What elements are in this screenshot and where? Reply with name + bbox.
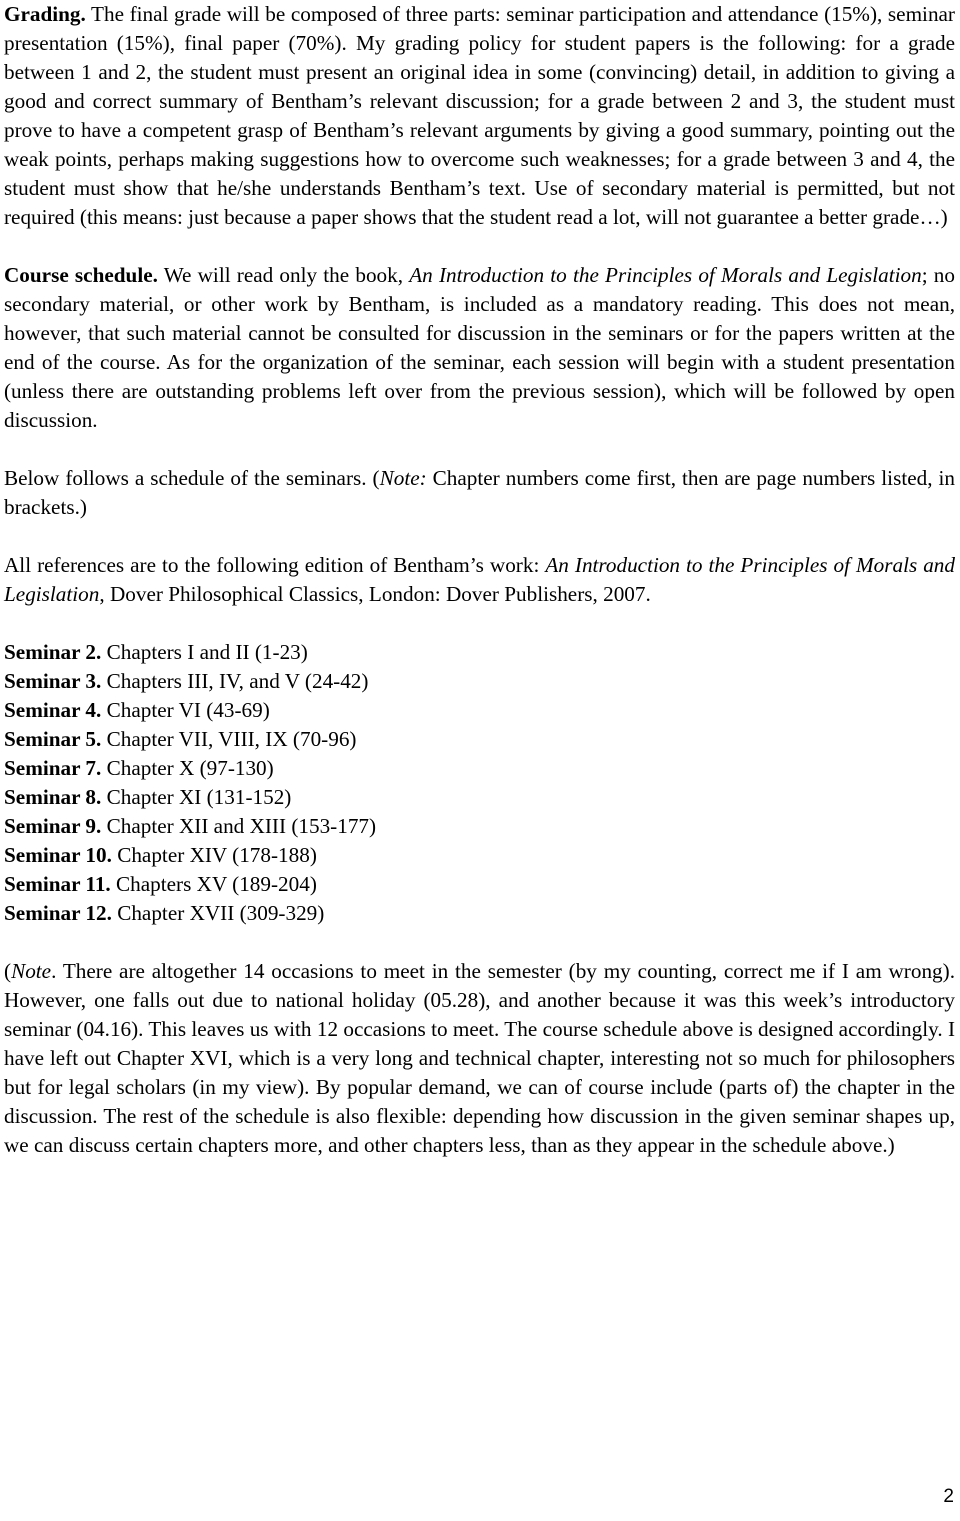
- seminar-label: Seminar 8.: [4, 785, 102, 809]
- schedule-note-after: Chapter numbers come first, then are page numbers listed, in brackets.): [4, 466, 955, 519]
- course-schedule-heading: Course schedule.: [4, 263, 158, 287]
- seminar-label: Seminar 7.: [4, 756, 102, 780]
- schedule-item: [4, 725, 955, 754]
- seminar-chapters: Chapter VII, VIII, IX (70-96): [101, 727, 357, 751]
- seminar-label: Seminar 3.: [4, 669, 102, 693]
- book-title: An Introduction to the Principles of Morals and Legislation: [409, 263, 922, 287]
- seminar-label: Seminar 9.: [4, 814, 102, 838]
- references-paragraph: [4, 551, 955, 609]
- seminar-chapters: Chapters III, IV, and V (24-42): [101, 669, 369, 693]
- seminar-chapters: Chapter XIV (178-188): [111, 843, 317, 867]
- seminar-chapters: Chapter VI (43-69): [101, 698, 270, 722]
- page-number: 2: [943, 1486, 954, 1507]
- document-page: [4, 0, 955, 1160]
- schedule-item: [4, 841, 955, 870]
- schedule-note-before: Below follows a schedule of the seminars. (: [4, 466, 380, 490]
- schedule-item: [4, 783, 955, 812]
- seminar-chapters: Chapters I and II (1-23): [101, 640, 308, 664]
- seminar-chapters: Chapters XV (189-204): [110, 872, 317, 896]
- references-title: An Introduction to the Principles of Morals and Legislation: [4, 553, 955, 606]
- schedule-item: [4, 638, 955, 667]
- grading-paragraph: [4, 0, 955, 232]
- schedule-item: [4, 812, 955, 841]
- closing-note-text: . There are altogether 14 occasions to meet in the semester (by my counting, correct me if I am wrong). However, one falls out due to national holiday (05.28), and another because it was this week’s introductory seminar (04.16). This leaves us with 12 occasions to meet. The course schedule above is designed accordingly. I have left out Chapter XVI, which is a very long and technical chapter, interesting not so much for philosophers but for legal scholars (in my view). By popular demand, we can of course include (parts of) the chapter in the discussion. The rest of the schedule is also flexible: depending how discussion in the given seminar shapes up, we can discuss certain chapters more, and other chapters less, than as they appear in the schedule above.): [4, 959, 955, 1157]
- schedule-item: [4, 696, 955, 725]
- course-schedule-paragraph: [4, 261, 955, 435]
- closing-note-word: Note: [11, 959, 52, 983]
- course-schedule-text: ; no secondary material, or other work by Bentham, is included as a mandatory reading. This does not mean, however, that such material cannot be consulted for discussion in the seminars or for the papers written at the end of the course. As for the organization of the seminar, each session will begin with a student presentation (unless there are outstanding problems left over from the previous session), which will be followed by open discussion.: [4, 263, 955, 432]
- closing-note-paragraph: [4, 957, 955, 1160]
- seminar-chapters: Chapter X (97-130): [101, 756, 274, 780]
- seminar-chapters: Chapter XI (131-152): [101, 785, 292, 809]
- course-schedule-intro: We will read only the book,: [157, 263, 410, 287]
- seminar-chapters: Chapter XVII (309-329): [111, 901, 325, 925]
- seminar-label: Seminar 12.: [4, 901, 112, 925]
- references-after: , Dover Philosophical Classics, London: Dover Publishers, 2007.: [99, 582, 651, 606]
- grading-text: The final grade will be composed of three parts: seminar participation and attendance (15%), seminar presentation (15%), final paper (70%). My grading policy for student papers is the following: for a grade between 1 and 2, the student must present an original idea in some (convincing) detail, in addition to giving a good and correct summary of Bentham’s relevant discussion; for a grade between 2 and 3, the student must prove to have a competent grasp of Bentham’s relevant arguments by giving a good summary, pointing out the weak points, perhaps making suggestions how to overcome such weaknesses; for a grade between 3 and 4, the student must show that he/she understands Bentham’s text. Use of secondary material is permitted, but not required (this means: just because a paper shows that the student read a lot, will not guarantee a better grade…): [4, 2, 955, 229]
- seminar-label: Seminar 2.: [4, 640, 102, 664]
- seminar-label: Seminar 10.: [4, 843, 112, 867]
- schedule-note-word: Note:: [379, 466, 427, 490]
- seminar-schedule-list: [4, 638, 955, 928]
- grading-heading: Grading.: [4, 2, 86, 26]
- seminar-chapters: Chapter XII and XIII (153-177): [101, 814, 377, 838]
- closing-note-open: (: [4, 959, 12, 983]
- schedule-item: [4, 754, 955, 783]
- seminar-label: Seminar 5.: [4, 727, 102, 751]
- schedule-note-paragraph: [4, 464, 955, 522]
- schedule-item: [4, 870, 955, 899]
- schedule-item: [4, 899, 955, 928]
- references-before: All references are to the following edition of Bentham’s work:: [4, 553, 546, 577]
- seminar-label: Seminar 11.: [4, 872, 111, 896]
- schedule-item: [4, 667, 955, 696]
- seminar-label: Seminar 4.: [4, 698, 102, 722]
